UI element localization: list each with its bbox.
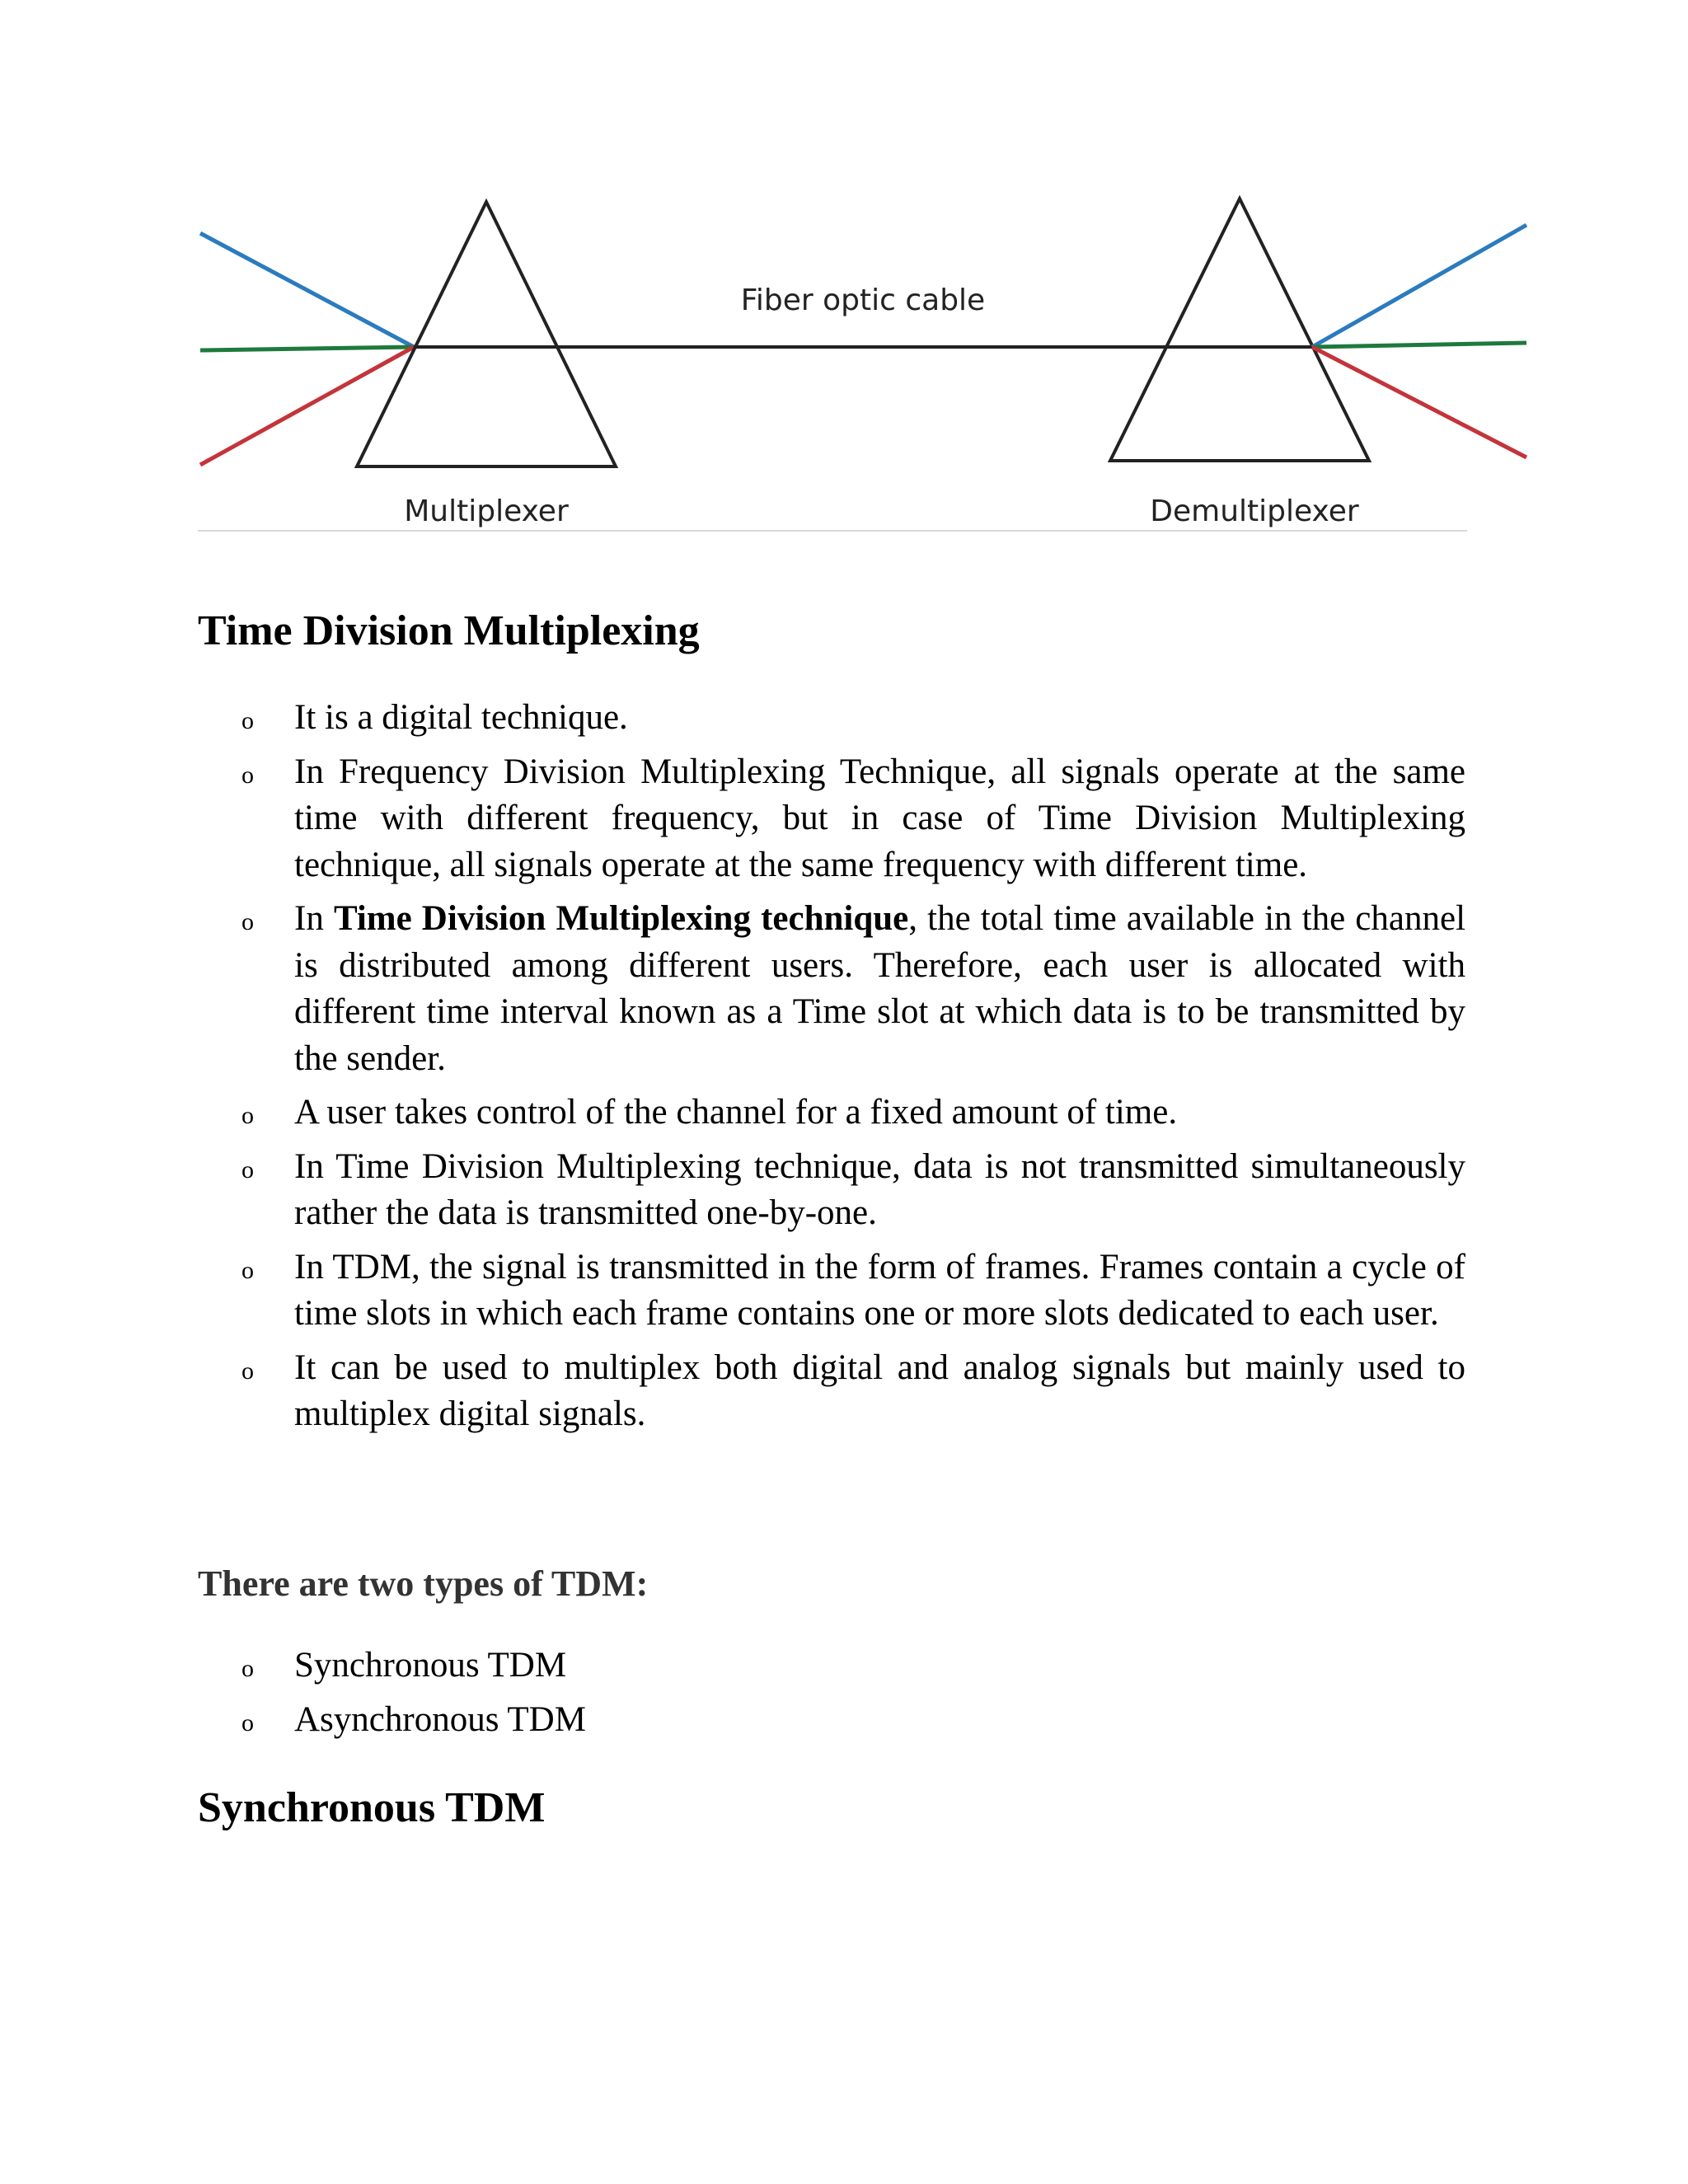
list-item xyxy=(198,1697,1465,1744)
list-item xyxy=(198,695,1465,742)
bullet-marker: o xyxy=(241,761,254,789)
tdm-heading: Time Division Multiplexing xyxy=(198,607,700,654)
list-item-text-prefix: In xyxy=(294,899,334,938)
list-item xyxy=(198,1144,1465,1237)
list-item-text: It is a digital technique. xyxy=(294,698,628,737)
bullet-marker: o xyxy=(241,1155,254,1183)
bullet-marker: o xyxy=(241,1357,254,1385)
green-output-ray xyxy=(1312,343,1526,347)
red-input-ray xyxy=(200,347,414,465)
bullet-marker: o xyxy=(241,1102,254,1129)
list-item-text: It can be used to multiplex both digital and analog signals but mainly used to multiplex digital signals. xyxy=(294,1347,1465,1433)
list-item-text: Synchronous TDM xyxy=(294,1646,567,1685)
list-item-bold-term: Time Division Multiplexing technique xyxy=(333,899,909,938)
tdm-bullet-list xyxy=(198,695,1465,1446)
multiplexing-diagram xyxy=(0,0,1688,560)
blue-input-ray xyxy=(200,233,414,347)
tdm-types-list xyxy=(198,1643,1465,1750)
synchronous-tdm-heading: Synchronous TDM xyxy=(198,1784,546,1831)
red-output-ray xyxy=(1312,347,1526,457)
bullet-marker: o xyxy=(241,1655,254,1682)
green-input-ray xyxy=(200,347,414,350)
list-item-text: Asynchronous TDM xyxy=(294,1699,586,1739)
list-item-text: A user takes control of the channel for a fixed amount of time. xyxy=(294,1093,1178,1132)
list-item xyxy=(198,1643,1465,1690)
demultiplexer-prism xyxy=(1110,199,1369,461)
blue-output-ray xyxy=(1312,225,1526,347)
demultiplexer-label: Demultiplexer xyxy=(1150,494,1359,528)
bullet-marker: o xyxy=(241,1708,254,1736)
fiber-optic-cable-label: Fiber optic cable xyxy=(740,284,986,317)
bullet-marker: o xyxy=(241,707,254,734)
list-item xyxy=(198,896,1465,1082)
bullet-marker: o xyxy=(241,1256,254,1284)
list-item-text: In Time Division Multiplexing technique, data is not transmitted simultaneously rather the data is transmitted one-by-one. xyxy=(294,1146,1465,1232)
bullet-marker: o xyxy=(241,908,254,935)
list-item xyxy=(198,1345,1465,1438)
list-item-text: In Frequency Division Multiplexing Technique, all signals operate at the same time with different frequency, but in case of Time Division Multiplexing technique, all signals operate at the same frequency with different time. xyxy=(294,752,1465,884)
list-item xyxy=(198,1090,1465,1137)
multiplexer-prism xyxy=(357,202,616,466)
list-item xyxy=(198,1244,1465,1338)
list-item-text: In TDM, the signal is transmitted in the form of frames. Frames contain a cycle of time slots in which each frame contains one or more slots dedicated to each user. xyxy=(294,1247,1465,1333)
multiplexer-label: Multiplexer xyxy=(404,494,569,528)
tdm-types-heading: There are two types of TDM: xyxy=(198,1563,649,1604)
list-item xyxy=(198,749,1465,889)
list-item-text-suffix: , the total time available in the channel is distributed among different users. Therefore, each user is allocated with different time interval known as a Time slot at which data is to be transmitted by the sender. xyxy=(294,899,1466,1078)
